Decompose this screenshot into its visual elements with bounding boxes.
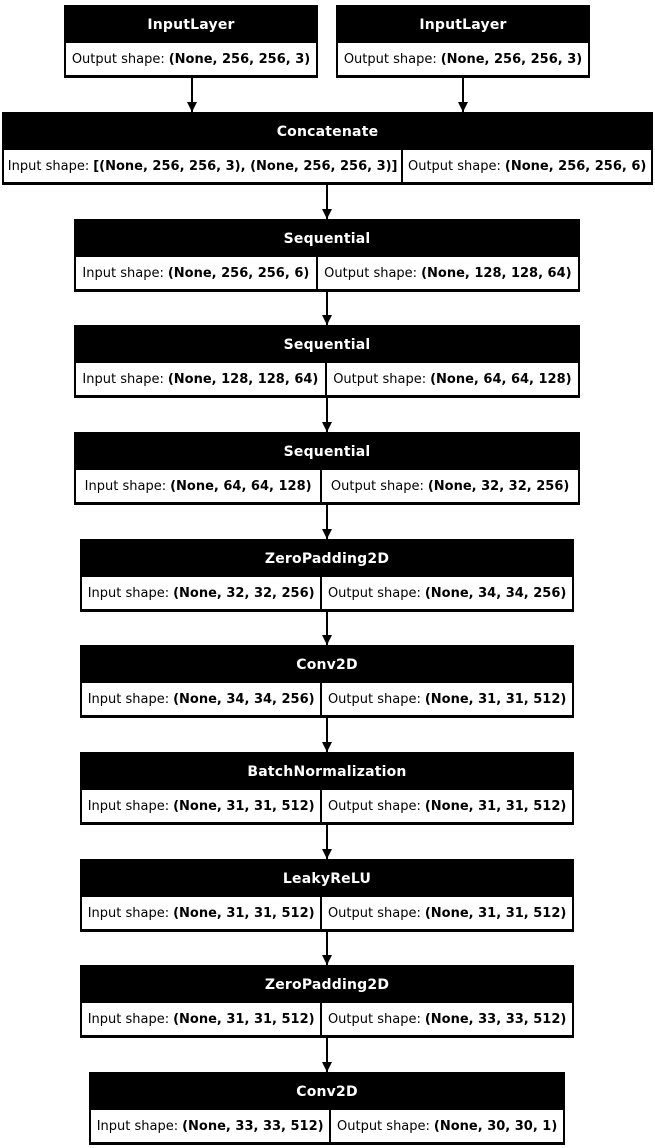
layer-title: Concatenate xyxy=(276,123,379,140)
input-shape-value: [(None, 256, 256, 3), (None, 256, 256, 3)] xyxy=(93,158,398,174)
output-shape-label: Output shape: xyxy=(327,691,421,707)
layer-shapes xyxy=(81,897,573,931)
output-shape-cell xyxy=(66,43,316,75)
input-shape-label: Input shape: xyxy=(82,265,164,281)
layer-node-conv2d-2 xyxy=(89,1072,565,1145)
input-shape-cell xyxy=(76,363,325,395)
input-shape-value: (None, 256, 256, 6) xyxy=(167,265,310,281)
output-shape-value: (None, 128, 128, 64) xyxy=(421,265,572,281)
output-shape-value: (None, 31, 31, 512) xyxy=(424,798,567,814)
output-shape-label: Output shape: xyxy=(324,265,418,281)
edge-arrow-5 xyxy=(326,398,328,432)
output-shape-label: Output shape: xyxy=(407,158,501,174)
layer-shapes xyxy=(3,150,652,184)
layer-node-input-layer-1 xyxy=(64,5,318,78)
output-shape-cell xyxy=(327,363,578,395)
output-shape-cell xyxy=(322,470,578,502)
layer-shapes xyxy=(75,470,579,504)
layer-node-leaky-relu xyxy=(80,859,574,932)
output-shape-label: Output shape: xyxy=(327,905,421,921)
output-shape-label: Output shape: xyxy=(333,371,427,387)
input-shape-label: Input shape: xyxy=(82,371,164,387)
layer-title: ZeroPadding2D xyxy=(264,976,390,993)
input-shape-label: Input shape: xyxy=(96,1118,179,1134)
layer-node-sequential-1 xyxy=(74,219,580,292)
layer-title: Conv2D xyxy=(296,1083,358,1100)
output-shape-cell xyxy=(318,257,578,289)
output-shape-cell xyxy=(322,1003,572,1035)
edge-arrow-4 xyxy=(326,292,328,325)
output-shape-value: (None, 256, 256, 6) xyxy=(504,158,647,174)
input-shape-cell xyxy=(82,897,320,929)
output-shape-cell xyxy=(403,150,651,182)
output-shape-value: (None, 30, 30, 1) xyxy=(433,1118,558,1134)
input-shape-label: Input shape: xyxy=(87,905,170,921)
output-shape-value: (None, 256, 256, 3) xyxy=(168,51,311,67)
layer-title: Conv2D xyxy=(296,656,358,673)
output-shape-label: Output shape: xyxy=(71,51,165,67)
output-shape-value: (None, 34, 34, 256) xyxy=(424,585,567,601)
input-shape-cell xyxy=(82,683,320,715)
input-shape-value: (None, 31, 31, 512) xyxy=(173,798,315,814)
output-shape-label: Output shape: xyxy=(327,1011,421,1027)
layer-node-input-layer-2 xyxy=(336,5,590,78)
edge-arrow-10 xyxy=(326,932,328,965)
edge-arrow-8 xyxy=(326,718,328,752)
output-shape-cell xyxy=(322,683,572,715)
input-shape-cell xyxy=(76,470,320,502)
output-shape-label: Output shape: xyxy=(327,585,421,601)
layer-title: InputLayer xyxy=(419,16,507,33)
input-shape-value: (None, 31, 31, 512) xyxy=(173,1011,315,1027)
input-shape-label: Input shape: xyxy=(87,1011,170,1027)
edge-arrow-1 xyxy=(191,78,193,112)
input-shape-label: Input shape: xyxy=(87,585,170,601)
edge-arrow-11 xyxy=(326,1038,328,1072)
output-shape-cell xyxy=(338,43,588,75)
layer-shapes xyxy=(81,577,573,611)
layer-node-batch-normalization xyxy=(80,752,574,825)
output-shape-cell xyxy=(331,1110,563,1142)
layer-title: Sequential xyxy=(283,336,371,353)
input-shape-label: Input shape: xyxy=(7,158,90,174)
layer-shapes xyxy=(81,683,573,717)
layer-node-sequential-3 xyxy=(74,432,580,505)
input-shape-value: (None, 32, 32, 256) xyxy=(173,585,315,601)
output-shape-value: (None, 31, 31, 512) xyxy=(424,905,567,921)
layer-title: Sequential xyxy=(283,443,371,460)
output-shape-value: (None, 64, 64, 128) xyxy=(430,371,572,387)
layer-title: LeakyReLU xyxy=(282,870,372,887)
output-shape-cell xyxy=(322,577,572,609)
layer-shapes xyxy=(337,43,589,77)
output-shape-label: Output shape: xyxy=(327,798,421,814)
output-shape-value: (None, 33, 33, 512) xyxy=(424,1011,567,1027)
output-shape-label: Output shape: xyxy=(330,478,424,494)
layer-shapes xyxy=(75,257,579,291)
layer-node-zero-padding2d-1 xyxy=(80,539,574,612)
layer-node-sequential-2 xyxy=(74,325,580,398)
input-shape-cell xyxy=(82,577,320,609)
output-shape-value: (None, 31, 31, 512) xyxy=(424,691,567,707)
input-shape-value: (None, 128, 128, 64) xyxy=(167,371,319,387)
edge-arrow-2 xyxy=(462,78,464,112)
input-shape-value: (None, 33, 33, 512) xyxy=(182,1118,324,1134)
layer-title: BatchNormalization xyxy=(247,763,407,780)
edge-arrow-3 xyxy=(326,185,328,219)
input-shape-cell xyxy=(82,790,320,822)
output-shape-value: (None, 32, 32, 256) xyxy=(427,478,570,494)
input-shape-label: Input shape: xyxy=(84,478,167,494)
layer-shapes xyxy=(81,790,573,824)
input-shape-label: Input shape: xyxy=(87,691,170,707)
input-shape-value: (None, 31, 31, 512) xyxy=(173,905,315,921)
layer-shapes xyxy=(90,1110,564,1144)
edge-arrow-9 xyxy=(326,825,328,859)
layer-node-conv2d-1 xyxy=(80,645,574,718)
layer-shapes xyxy=(81,1003,573,1037)
input-shape-cell xyxy=(76,257,316,289)
layer-title: Sequential xyxy=(283,230,371,247)
layer-node-concatenate xyxy=(2,112,653,185)
output-shape-cell xyxy=(322,790,572,822)
input-shape-value: (None, 64, 64, 128) xyxy=(170,478,312,494)
layer-node-zero-padding2d-2 xyxy=(80,965,574,1038)
output-shape-label: Output shape: xyxy=(337,1118,430,1134)
input-shape-label: Input shape: xyxy=(87,798,170,814)
edge-arrow-7 xyxy=(326,612,328,645)
input-shape-cell xyxy=(91,1110,329,1142)
input-shape-value: (None, 34, 34, 256) xyxy=(173,691,315,707)
layer-shapes xyxy=(75,363,579,397)
input-shape-cell xyxy=(4,150,401,182)
edge-arrow-6 xyxy=(326,505,328,539)
layer-shapes xyxy=(65,43,317,77)
output-shape-value: (None, 256, 256, 3) xyxy=(440,51,583,67)
layer-title: InputLayer xyxy=(147,16,235,33)
input-shape-cell xyxy=(82,1003,320,1035)
output-shape-label: Output shape: xyxy=(343,51,437,67)
output-shape-cell xyxy=(322,897,572,929)
layer-title: ZeroPadding2D xyxy=(264,550,390,567)
